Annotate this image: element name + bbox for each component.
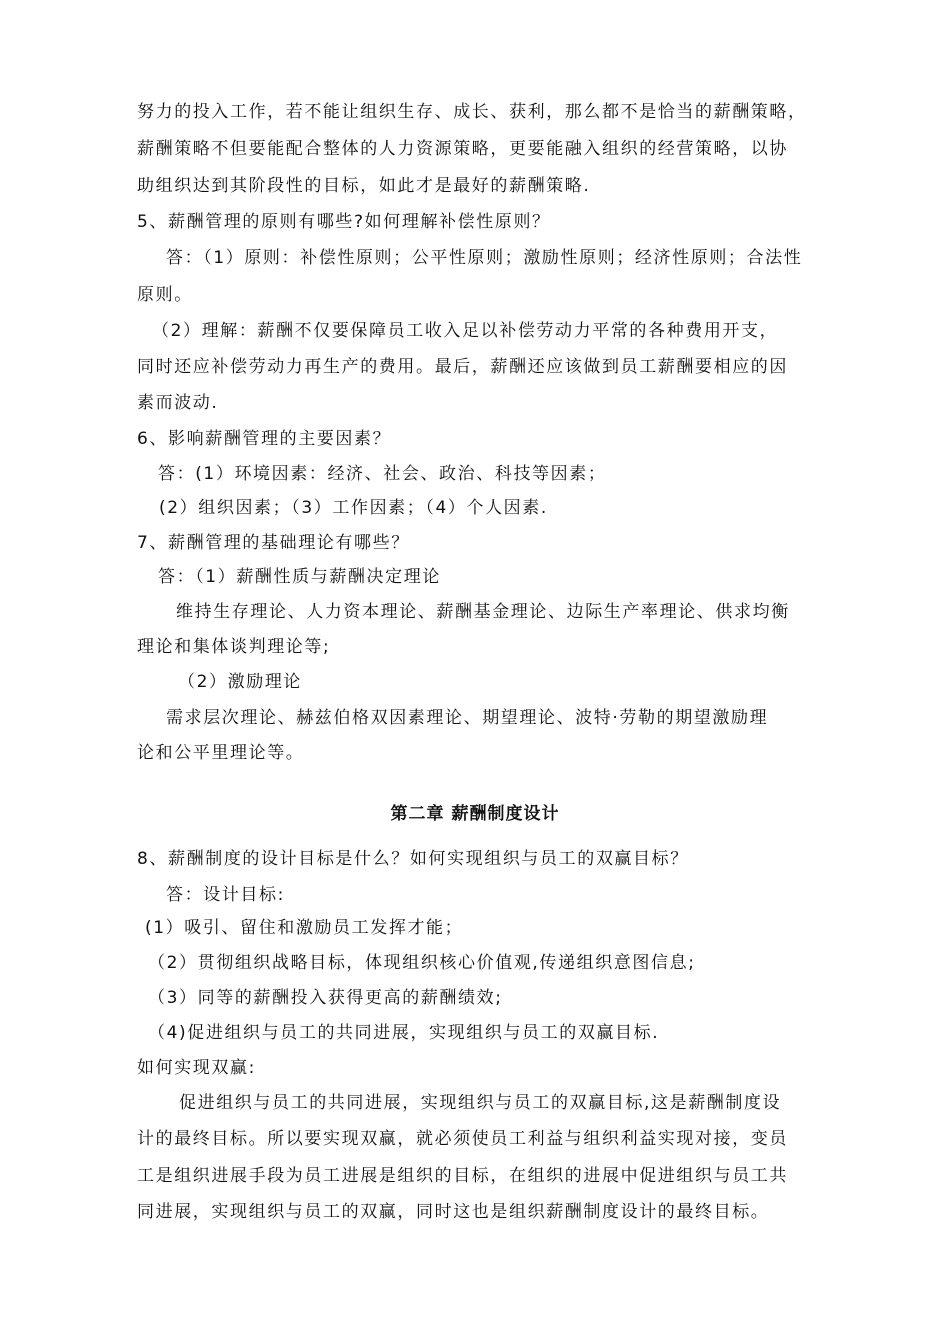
answer-line: 答：设计目标: bbox=[166, 885, 285, 905]
text-line: 论和公平里理论等。 bbox=[137, 743, 305, 763]
text-line: 需求层次理论、赫兹伯格双因素理论、期望理论、波特·劳勒的期望激励理 bbox=[166, 708, 769, 728]
text-line: （2）激励理论 bbox=[178, 672, 303, 692]
text-line: 同时还应补偿劳动力再生产的费用。最后，薪酬还应该做到员工薪酬要相应的因 bbox=[137, 357, 788, 377]
question-6: 6、影响薪酬管理的主要因素？ bbox=[137, 429, 392, 449]
text-line: 同进展，实现组织与员工的双赢，同时这也是组织薪酬制度设计的最终目标。 bbox=[137, 1202, 770, 1222]
text-line: 薪酬策略不但要能配合整体的人力资源策略，更要能融入组织的经营策略，以协 bbox=[137, 139, 788, 159]
text-line: 原则。 bbox=[137, 285, 193, 305]
text-line: 计的最终目标。所以要实现双赢，就必须使员工利益与组织利益实现对接，变员 bbox=[137, 1129, 788, 1149]
text-line: 促进组织与员工的共同进展，实现组织与员工的双赢目标,这是薪酬制度设 bbox=[179, 1093, 782, 1113]
answer-line: 答：（1）薪酬性质与薪酬决定理论 bbox=[158, 567, 441, 587]
list-item: （4)促进组织与员工的共同进展，实现组织与员工的双赢目标. bbox=[148, 1023, 660, 1043]
list-item: （3）同等的薪酬投入获得更高的薪酬绩效; bbox=[148, 988, 503, 1008]
text-line: 工是组织进展手段为员工进展是组织的目标，在组织的进展中促进组织与员工共 bbox=[137, 1166, 788, 1186]
answer-line: 答：（1）原则：补偿性原则；公平性原则；激励性原则；经济性原则；合法性 bbox=[166, 248, 803, 268]
chapter-heading: 第二章 薪酬制度设计 bbox=[390, 804, 560, 824]
list-item: （2）贯彻组织战略目标，体现组织核心价值观,传递组织意图信息; bbox=[148, 953, 696, 973]
text-line: 维持生存理论、人力资本理论、薪酬基金理论、边际生产率理论、供求均衡 bbox=[176, 602, 790, 622]
text-line: 理论和集体谈判理论等; bbox=[137, 637, 331, 657]
text-line: 如何实现双赢: bbox=[137, 1058, 256, 1078]
text-line: (2）组织因素；（3）工作因素；（4）个人因素. bbox=[159, 498, 548, 518]
question-5: 5、薪酬管理的原则有哪些?如何理解补偿性原则？ bbox=[137, 212, 551, 232]
question-7: 7、薪酬管理的基础理论有哪些？ bbox=[137, 533, 410, 553]
answer-line: 答：(1）环境因素：经济、社会、政治、科技等因素； bbox=[158, 464, 607, 484]
text-line: （2）理解：薪酬不仅要保障员工收入足以补偿劳动力平常的各种费用开支， bbox=[152, 321, 779, 341]
text-line: 素而波动. bbox=[137, 393, 219, 413]
list-item: (1）吸引、留住和激励员工发挥才能； bbox=[145, 918, 464, 938]
text-line: 助组织达到其阶段性的目标，如此才是最好的薪酬策略. bbox=[137, 176, 591, 196]
question-8: 8、薪酬制度的设计目标是什么？如何实现组织与员工的双赢目标？ bbox=[137, 849, 689, 869]
text-line: 努力的投入工作，若不能让组织生存、成长、获利，那么都不是恰当的薪酬策略， bbox=[137, 102, 807, 122]
